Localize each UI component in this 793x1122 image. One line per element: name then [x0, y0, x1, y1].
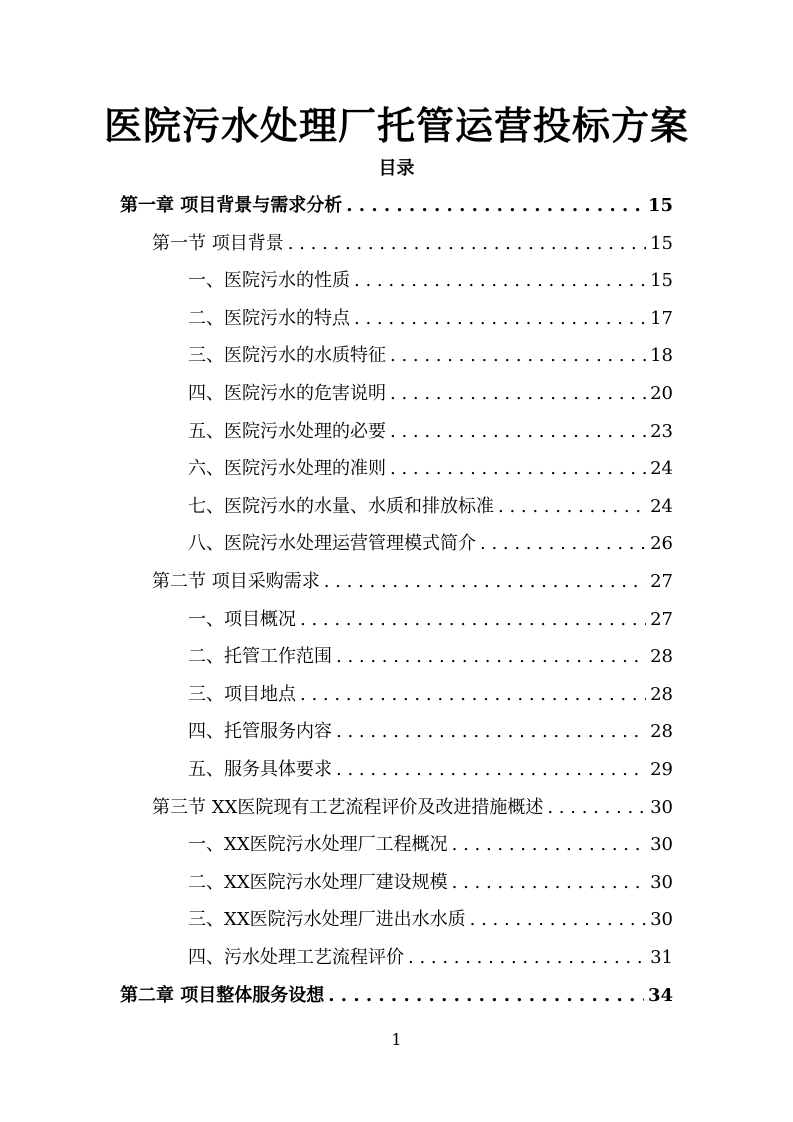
toc-entry-page: 31	[650, 947, 673, 968]
toc-leader-dots	[480, 526, 646, 562]
toc-leader-dots	[354, 263, 646, 299]
toc-entry-label: 七、医院污水的水量、水质和排放标准	[188, 495, 494, 517]
toc-entry-page: 17	[650, 307, 673, 329]
toc-entry-page: 30	[650, 871, 673, 893]
toc-entry[interactable]	[152, 790, 673, 826]
toc-entry-label: 四、污水处理工艺流程评价	[188, 947, 404, 968]
toc-leader-dots	[336, 714, 646, 750]
toc-leader-dots	[470, 902, 646, 938]
toc-entry[interactable]	[188, 489, 673, 525]
toc-entry-page: 29	[650, 759, 673, 780]
toc-entry-label: 四、医院污水的危害说明	[188, 383, 386, 404]
toc-heading: 目录	[378, 158, 415, 179]
toc-entry-page: 30	[650, 834, 673, 856]
toc-entry-page: 27	[650, 608, 673, 630]
toc-entry-label: 三、医院污水的水质特征	[188, 345, 386, 367]
toc-entry-label: 五、医院污水处理的必要	[188, 420, 386, 442]
toc-entry-page: 15	[650, 232, 673, 254]
toc-entry-page: 27	[650, 571, 673, 592]
toc-entry-label: 第一章 项目背景与需求分析	[120, 195, 343, 216]
page-number: 1	[391, 1030, 402, 1049]
toc-entry-page: 30	[650, 796, 673, 818]
toc-entry[interactable]	[188, 639, 673, 675]
toc-leader-dots	[390, 376, 646, 412]
toc-entry[interactable]	[188, 602, 673, 638]
toc-leader-dots	[300, 677, 646, 713]
toc-entry-label: 三、XX医院污水处理厂进出水水质	[188, 909, 466, 931]
toc-entry[interactable]	[188, 902, 673, 938]
toc-leader-dots	[300, 602, 646, 638]
toc-entry-label: 第二节 项目采购需求	[152, 571, 320, 592]
toc-entry-label: 一、医院污水的性质	[188, 270, 350, 292]
toc-entry-page: 15	[650, 270, 673, 292]
toc-leader-dots	[346, 188, 644, 224]
toc-entry[interactable]	[188, 752, 673, 788]
toc-entry-label: 第一节 项目背景	[152, 232, 284, 254]
toc-entry-page: 24	[650, 495, 673, 517]
toc-entry-label: 二、医院污水的特点	[188, 307, 350, 329]
toc-leader-dots	[390, 451, 646, 487]
toc-entry[interactable]	[188, 301, 673, 337]
toc-entry-label: 五、服务具体要求	[188, 759, 332, 780]
toc-entry-label: 三、项目地点	[188, 683, 296, 705]
toc-entry-page: 34	[647, 984, 673, 1006]
toc-leader-dots	[498, 489, 646, 525]
toc-entry[interactable]	[188, 376, 673, 412]
toc-entry-page: 15	[647, 195, 673, 216]
toc-entry-page: 30	[650, 909, 673, 931]
toc-leader-dots	[336, 752, 646, 788]
toc-entry[interactable]	[188, 451, 673, 487]
toc-leader-dots	[408, 940, 646, 976]
toc-entry-page: 28	[650, 721, 673, 743]
toc-entry[interactable]	[188, 338, 673, 374]
toc-entry-label: 一、项目概况	[188, 608, 296, 630]
toc-entry[interactable]	[188, 714, 673, 750]
toc-entry-page: 26	[650, 533, 673, 555]
toc-leader-dots	[452, 827, 646, 863]
toc-leader-dots	[336, 639, 646, 675]
toc-entry[interactable]	[188, 865, 673, 901]
toc-leader-dots	[288, 226, 646, 262]
toc-entry-page: 28	[650, 646, 673, 668]
toc-entry-label: 六、医院污水处理的准则	[188, 458, 386, 480]
toc-entry-label: 第二章 项目整体服务设想	[120, 984, 325, 1006]
toc-leader-dots	[324, 564, 646, 600]
toc-leader-dots	[452, 865, 646, 901]
document-title: 医院污水处理厂托管运营投标方案	[103, 103, 689, 148]
toc-entry[interactable]	[188, 677, 673, 713]
toc-leader-dots	[328, 978, 644, 1014]
toc-entry[interactable]	[120, 188, 673, 224]
toc-entry[interactable]	[188, 526, 673, 562]
toc-leader-dots	[547, 790, 646, 826]
toc-entry-page: 20	[650, 383, 673, 404]
toc-entry-page: 24	[650, 458, 673, 480]
toc-entry-label: 八、医院污水处理运营管理模式简介	[188, 533, 476, 555]
toc-entry-label: 一、XX医院污水处理厂工程概况	[188, 834, 448, 856]
toc-leader-dots	[390, 414, 646, 450]
toc-entry-page: 28	[650, 683, 673, 705]
toc-entry[interactable]	[188, 263, 673, 299]
toc-entry-label: 二、托管工作范围	[188, 646, 332, 668]
toc-leader-dots	[354, 301, 646, 337]
toc-entry[interactable]	[188, 414, 673, 450]
toc-entry-page: 18	[650, 345, 673, 367]
toc-entry-label: 四、托管服务内容	[188, 721, 332, 743]
toc-entry-label: 第三节 XX医院现有工艺流程评价及改进措施概述	[152, 796, 544, 818]
toc-entry-page: 23	[650, 420, 673, 442]
toc-entry-label: 二、XX医院污水处理厂建设规模	[188, 871, 448, 893]
toc-entry[interactable]	[152, 226, 673, 262]
toc-entry[interactable]	[120, 978, 673, 1014]
toc-leader-dots	[390, 338, 646, 374]
toc-entry[interactable]	[152, 564, 673, 600]
toc-entry[interactable]	[188, 940, 673, 976]
toc-entry[interactable]	[188, 827, 673, 863]
